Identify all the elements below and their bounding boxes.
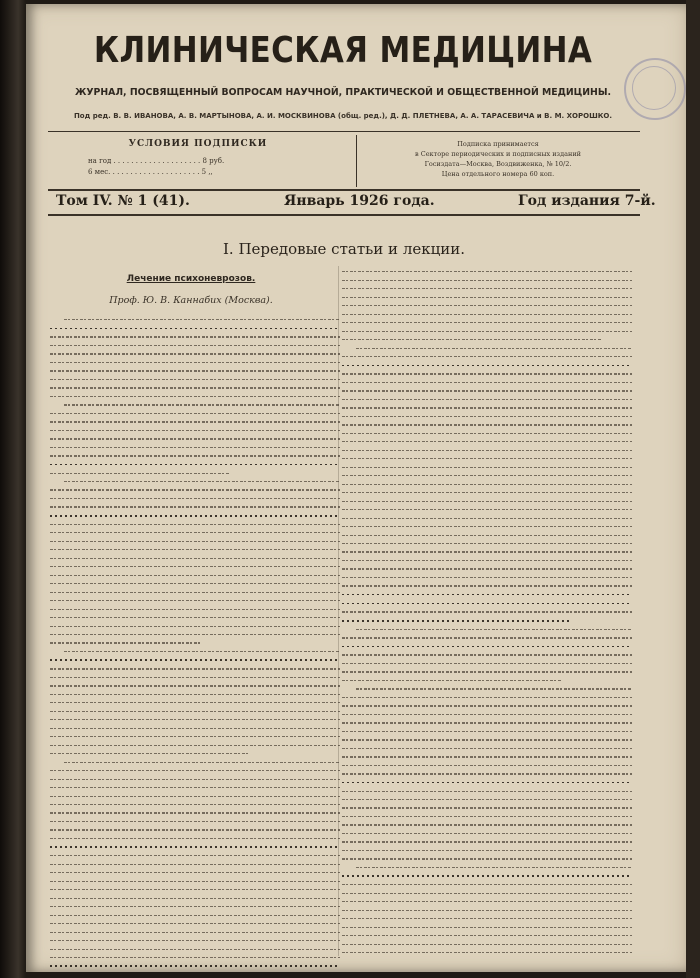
text-line <box>342 390 632 391</box>
text-line <box>50 829 340 830</box>
text-line <box>50 642 200 643</box>
text-line <box>50 353 340 354</box>
text-line <box>342 501 632 502</box>
text-line <box>342 365 632 367</box>
text-line <box>50 387 340 388</box>
text-line <box>342 654 632 655</box>
text-line <box>64 481 340 482</box>
issue-year: Год издания 7-й. <box>518 193 656 209</box>
subscription-year: на год . . . . . . . . . . . . . . . . . . . . 8 руб. <box>88 157 225 165</box>
text-line <box>342 697 632 698</box>
text-line <box>342 663 632 664</box>
text-line <box>50 659 340 661</box>
text-line <box>50 736 340 737</box>
text-line <box>50 379 340 380</box>
text-line <box>342 551 632 552</box>
text-line <box>342 858 632 859</box>
text-line <box>50 447 340 448</box>
text-line <box>50 677 340 678</box>
text-line <box>64 762 340 763</box>
text-line <box>342 799 632 800</box>
subscription-info-line: Госиздата—Москва, Воздвиженка, № 10/2. <box>424 160 572 168</box>
journal-page <box>26 4 686 972</box>
text-line <box>342 314 632 315</box>
text-line <box>356 688 632 689</box>
subscription-info <box>356 135 639 187</box>
text-line <box>342 765 632 766</box>
text-line <box>342 611 632 612</box>
text-line <box>342 484 632 485</box>
text-line <box>50 796 340 797</box>
text-line <box>342 356 632 357</box>
text-line <box>50 336 340 337</box>
text-line <box>50 506 340 507</box>
text-line <box>342 901 632 902</box>
text-line <box>50 753 250 754</box>
text-line <box>342 671 632 672</box>
text-line <box>342 543 632 544</box>
text-line <box>342 568 632 569</box>
text-line <box>50 779 340 780</box>
text-line <box>50 957 340 958</box>
text-line <box>50 592 340 593</box>
text-line <box>342 637 632 638</box>
text-line <box>50 558 340 559</box>
text-line <box>50 473 230 474</box>
text-line <box>50 668 340 669</box>
text-line <box>342 585 632 586</box>
text-line <box>50 575 340 576</box>
text-line <box>50 719 340 720</box>
text-line <box>342 339 602 340</box>
section-heading: I. Передовые статьи и лекции. <box>222 240 466 258</box>
text-line <box>342 833 632 834</box>
text-line <box>50 940 340 941</box>
page-edge <box>686 0 700 978</box>
rule-issue-bottom <box>48 214 640 216</box>
text-line <box>50 915 340 916</box>
text-line <box>64 404 340 405</box>
text-line <box>342 807 632 808</box>
text-line <box>342 722 632 723</box>
text-line <box>50 881 340 882</box>
text-line <box>50 430 340 431</box>
text-line <box>342 577 632 578</box>
text-line <box>342 714 632 715</box>
text-line <box>342 646 632 648</box>
text-line <box>64 651 340 652</box>
text-line <box>342 841 632 842</box>
text-line <box>342 739 632 740</box>
text-line <box>342 288 632 289</box>
text-line <box>50 498 340 499</box>
text-line <box>342 441 632 442</box>
text-line <box>50 711 340 712</box>
text-line <box>64 319 340 320</box>
text-line <box>342 424 632 425</box>
text-line <box>342 399 632 400</box>
text-line <box>342 492 632 493</box>
text-line <box>342 773 632 774</box>
text-line <box>50 872 340 873</box>
text-line <box>342 893 632 894</box>
text-line <box>342 407 632 408</box>
text-line <box>50 524 340 525</box>
text-line <box>342 927 632 928</box>
text-line <box>342 373 632 374</box>
text-line <box>50 728 340 729</box>
text-line <box>50 812 340 813</box>
text-line <box>50 566 340 567</box>
text-line <box>50 855 340 856</box>
text-line <box>50 600 340 601</box>
text-line <box>50 745 340 746</box>
text-line <box>50 846 340 848</box>
text-line <box>50 906 340 907</box>
text-line <box>50 949 340 950</box>
text-line <box>50 370 340 371</box>
text-line <box>342 782 632 784</box>
issue-volume: Том IV. № 1 (41). <box>56 193 190 209</box>
subscription-info-line: Подписка принимается <box>457 140 539 148</box>
text-line <box>342 450 632 451</box>
text-line <box>342 748 632 749</box>
column-right <box>342 264 634 953</box>
column-left <box>50 312 342 967</box>
text-line <box>342 535 632 536</box>
text-line <box>342 305 632 306</box>
text-line <box>50 634 340 635</box>
issue-bar <box>48 191 656 213</box>
text-line <box>50 685 340 686</box>
text-line <box>50 455 340 456</box>
article-title: Лечение психоневрозов. <box>126 274 256 284</box>
subscription-terms <box>48 135 348 187</box>
text-line <box>356 348 632 349</box>
subscription-heading: УСЛОВИЯ ПОДПИСКИ <box>128 139 268 149</box>
text-line <box>342 824 632 825</box>
text-line <box>342 458 632 459</box>
text-line <box>342 816 632 817</box>
text-line <box>342 331 632 332</box>
text-line <box>50 838 340 839</box>
text-line <box>50 889 340 890</box>
text-line <box>50 787 340 788</box>
text-line <box>342 382 632 383</box>
editors-line: Под ред. В. В. ИВАНОВА, А. В. МАРТЫНОВА, А. И. МОСКВИНОВА (общ. ред.), Д. Д. ПЛЕТНЕВА, А. А. ТАРАСЕВИЧА и В. М. ХОРОШКО. <box>73 112 613 120</box>
text-line <box>50 549 340 550</box>
text-line <box>50 965 340 967</box>
issue-date: Январь 1926 года. <box>284 193 435 209</box>
text-line <box>50 804 340 805</box>
text-line <box>50 898 340 899</box>
text-line <box>342 518 632 519</box>
subscription-info-line: в Секторе периодических и подписных изданий <box>415 150 581 158</box>
text-line <box>50 464 340 466</box>
text-line <box>342 680 562 681</box>
subscription-half-year: 6 мес. . . . . . . . . . . . . . . . . . . . . 5 ,, <box>88 168 213 176</box>
text-line <box>50 541 340 542</box>
text-line <box>50 515 340 517</box>
text-line <box>342 952 632 953</box>
text-line <box>342 910 632 911</box>
text-line <box>50 413 340 414</box>
text-line <box>50 932 340 933</box>
text-line <box>50 609 340 610</box>
text-line <box>342 935 632 936</box>
journal-title: КЛИНИЧЕСКАЯ МЕДИЦИНА <box>93 30 593 71</box>
text-line <box>50 626 340 627</box>
text-line <box>342 918 632 919</box>
text-line <box>342 560 632 561</box>
text-line <box>50 694 340 695</box>
text-line <box>342 791 632 792</box>
text-line <box>50 617 340 618</box>
library-stamp <box>624 58 686 120</box>
text-line <box>342 467 632 468</box>
text-line <box>50 489 340 490</box>
text-line <box>50 923 340 924</box>
text-line <box>50 770 340 771</box>
text-line <box>50 702 340 703</box>
text-line <box>342 280 632 281</box>
rule-top <box>48 131 640 132</box>
text-line <box>342 416 632 417</box>
text-line <box>342 322 632 323</box>
text-line <box>356 629 632 630</box>
text-line <box>342 620 572 622</box>
text-line <box>50 821 340 822</box>
text-line <box>342 875 632 877</box>
text-line <box>50 532 340 533</box>
text-line <box>342 756 632 757</box>
text-line <box>50 362 340 363</box>
text-line <box>342 509 632 510</box>
text-line <box>50 396 340 397</box>
subscription-info-line: Цена отдельного номера 60 коп. <box>441 170 555 178</box>
text-line <box>50 421 340 422</box>
article-author: Проф. Ю. В. Каннабих (Москва). <box>109 295 273 306</box>
text-line <box>342 850 632 851</box>
text-line <box>342 297 632 298</box>
text-line <box>342 944 632 945</box>
text-line <box>356 867 632 868</box>
text-line <box>342 433 632 434</box>
text-line <box>50 583 340 584</box>
text-line <box>342 603 632 605</box>
journal-subtitle: ЖУРНАЛ, ПОСВЯЩЕННЫЙ ВОПРОСАМ НАУЧНОЙ, ПРАКТИЧЕСКОЙ И ОБЩЕСТВЕННОЙ МЕДИЦИНЫ. <box>74 87 612 98</box>
text-line <box>50 438 340 439</box>
text-line <box>342 475 632 476</box>
book-binding <box>0 0 26 978</box>
text-line <box>342 594 632 596</box>
text-line <box>50 864 340 865</box>
text-line <box>342 884 632 885</box>
text-line <box>50 328 340 330</box>
text-line <box>342 526 632 527</box>
text-line <box>342 731 632 732</box>
text-line <box>50 345 340 346</box>
text-line <box>342 705 632 706</box>
text-line <box>342 271 632 272</box>
